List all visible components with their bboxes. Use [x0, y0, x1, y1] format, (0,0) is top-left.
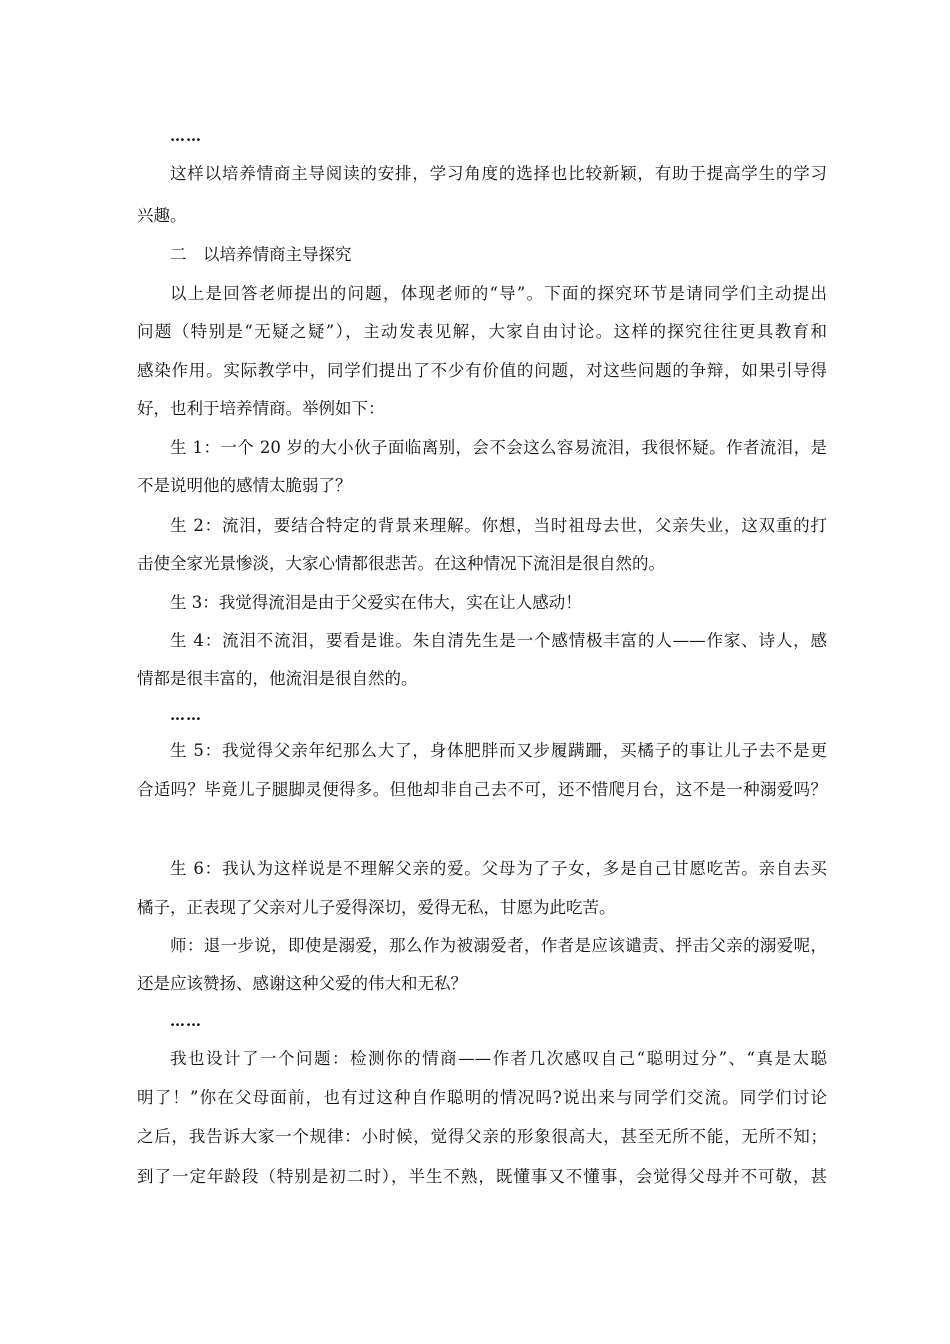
paragraph-line: 生 2：流泪，要结合特定的背景来理解。你想，当时祖母去世，父亲失业，这双重的打	[170, 516, 827, 535]
paragraph-line: 生 5：我觉得父亲年纪那么大了，身体肥胖而又步履蹒跚，买橘子的事让儿子去不是更	[170, 741, 827, 760]
paragraph-line: 师：退一步说，即使是溺爱，那么作为被溺爱者，作者是应该谴责、抨击父亲的溺爱呢，	[170, 936, 827, 955]
paragraph-line: 以上是回答老师提出的问题，体现老师的“导”。下面的探究环节是请同学们主动提出	[170, 284, 827, 303]
paragraph-line: 感染作用。实际教学中，同学们提出了不少有价值的问题，对这些问题的争辩，如果引导得	[137, 361, 827, 380]
ellipsis-3: ……	[170, 1012, 202, 1030]
paragraph-line: 之后，我告诉大家一个规律：小时候，觉得父亲的形象很高大，甚至无所不能，无所不知；	[137, 1127, 827, 1146]
paragraph-line: 生 3：我觉得流泪是由于父爱实在伟大，实在让人感动！	[170, 593, 582, 612]
paragraph-line: 问题（特别是“无疑之疑”），主动发表见解，大家自由讨论。这样的探究往往更具教育和	[137, 322, 827, 341]
paragraph-line: 我也设计了一个问题：检测你的情商——作者几次感叹自己“聪明过分”、“真是太聪	[170, 1049, 827, 1068]
paragraph-line: 橘子，正表现了父亲对儿子爱得深切，爱得无私，甘愿为此吃苦。	[137, 898, 616, 917]
paragraph-line: 好，也利于培养情商。举例如下：	[137, 399, 385, 418]
paragraph-line: 生 1：一个 20 岁的大小伙子面临离别，会不会这么容易流泪，我很怀疑。作者流泪，是	[170, 438, 827, 457]
paragraph-line: 还是应该赞扬、感谢这种父爱的伟大和无私？	[137, 974, 467, 993]
ellipsis-2: ……	[170, 706, 202, 724]
paragraph-line: 击使全家光景惨淡，大家心情都很悲苦。在这种情况下流泪是很自然的。	[137, 554, 665, 573]
ellipsis-1: ……	[170, 127, 202, 145]
paragraph-line: 合适吗？毕竟儿子腿脚灵便得多。但他却非自己去不可，还不惜爬月台，这不是一种溺爱吗？	[137, 780, 827, 799]
paragraph-line: 生 4：流泪不流泪，要看是谁。朱自清先生是一个感情极丰富的人——作家、诗人，感	[170, 631, 827, 650]
paragraph-line: 不是说明他的感情太脆弱了？	[137, 476, 352, 495]
paragraph-line: 到了一定年龄段（特别是初二时），半生不熟，既懂事又不懂事，会觉得父母并不可敬，甚	[137, 1167, 827, 1186]
paragraph-line: 生 6：我认为这样说是不理解父亲的爱。父母为了子女，多是自己甘愿吃苦。亲自去买	[170, 859, 827, 878]
paragraph-line: 这样以培养情商主导阅读的安排，学习角度的选择也比较新颖，有助于提高学生的学习	[170, 164, 827, 183]
paragraph-line: 兴趣。	[137, 206, 187, 225]
paragraph-line: 情都是很丰富的，他流泪是很自然的。	[137, 669, 418, 688]
section-heading: 二 以培养情商主导探究	[170, 245, 352, 264]
paragraph-line: 明了！”你在父母面前，也有过这种自作聪明的情况吗?说出来与同学们交流。同学们讨论	[137, 1088, 827, 1107]
